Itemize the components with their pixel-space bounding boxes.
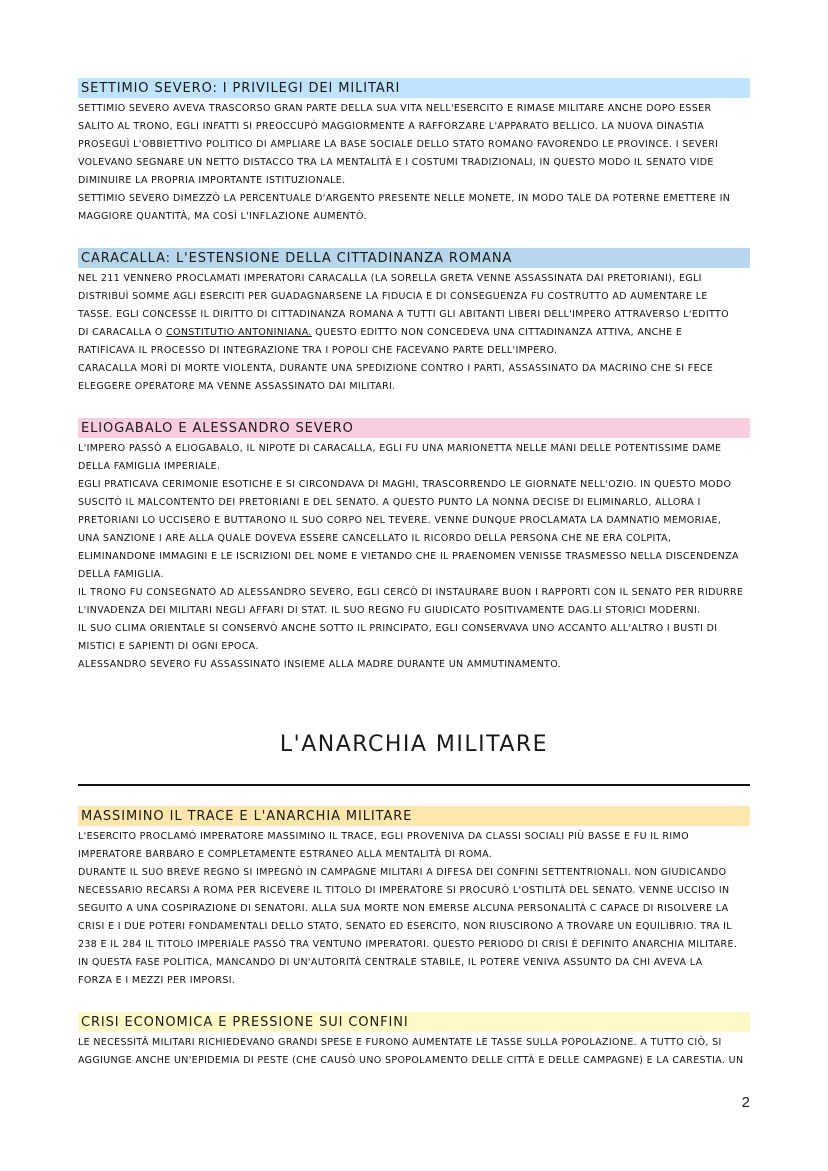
document-page-lower [78, 806, 750, 1092]
document-page [78, 78, 750, 696]
text-line: DISTRIBUÌ SOMME AGLI ESERCITI PER GUADAGNARSENE LA FIDUCIA E DI CONSEGUENZA FU COSTRUTTO AD AUMENTARE LE [78, 291, 708, 302]
text-line: SALITO AL TRONO, EGLI INFATTI SI PREOCCUPÒ MAGGIORMENTE A RAFFORZARE L'APPARATO BELLICO. LA NUOVA DINASTIA [78, 121, 705, 132]
section-crisi-economica [78, 1012, 750, 1070]
section-body [78, 1034, 750, 1070]
text-line: RATIFICAVA IL PROCESSO DI INTEGRAZIONE TRA I POPOLI CHE FACEVANO PARTE DELL'IMPERO. [78, 345, 558, 356]
section-caracalla [78, 248, 750, 396]
text-line: PRETORIANI LO UCCISERO E BUTTARONO IL SUO CORPO NEL TEVERE. VENNE DUNQUE PROCLAMATA LA DAMNATIO MEMORIAE, [78, 515, 722, 526]
section-eliogabalo [78, 418, 750, 674]
page-number: 2 [741, 1094, 750, 1111]
text-line: FORZA E I MEZZI PER IMPORSI. [78, 975, 236, 986]
section-heading: SETTIMIO SEVERO: I PRIVILEGI DEI MILITARI [78, 78, 750, 98]
text-line: DELLA FAMIGLIA IMPERIALE. [78, 461, 221, 472]
text-line: AGGIUNGE ANCHE UN'EPIDEMIA DI PESTE (CHE CAUSÒ UNO SPOPOLAMENTO DELLE CITTÀ E DELLE CAMPAGNE) E LA CARESTIA. UN [78, 1055, 744, 1066]
text-line: TASSE. EGLI CONCESSE IL DIRITTO DI CITTADINANZA ROMANA A TUTTI GLI ABITANTI LIBERI DELL'IMPERO ATTRAVERSO L'EDITTO [78, 309, 729, 320]
text-line: VOLEVANO SEGNARE UN NETTO DISTACCO TRA LA MENTALITÀ E I COSTUMI TRADIZIONALI, IN QUESTO MODO IL SENATO VIDE [78, 157, 714, 168]
text-line: SUSCITÒ IL MALCONTENTO DEI PRETORIANI E DEL SENATO. A QUESTO PUNTO LA NONNA DECISE DI ELIMINARLO, ALLORA I [78, 497, 701, 508]
constitutio-antoniniana-link[interactable]: CONSTITUTIO ANTONINIANA. [166, 327, 312, 338]
text-line: SETTIMIO SEVERO AVEVA TRASCORSO GRAN PARTE DELLA SUA VITA NELL'ESERCITO E RIMASE MILITARE ANCHE DOPO ESSER [78, 103, 712, 114]
text-line: DURANTE IL SUO BREVE REGNO SI IMPEGNÒ IN CAMPAGNE MILITARI A DIFESA DEI CONFINI SETTENTRIONALI. NON GIUDICANDO [78, 867, 727, 878]
text-line: MISTICI E SAPIENTI DI OGNI EPOCA. [78, 641, 259, 652]
text-line: ELEGGERE OPERATORE MA VENNE ASSASSINATO DAI MILITARI. [78, 381, 396, 392]
text-fragment: DI CARACALLA O [78, 327, 167, 338]
text-fragment: QUESTO EDITTO NON CONCEDEVA UNA CITTADINANZA ATTIVA, ANCHE E [311, 327, 683, 338]
title-divider [78, 784, 750, 786]
text-line: IN QUESTA FASE POLITICA, MANCANDO DI UN'AUTORITÀ CENTRALE STABILE, IL POTERE VENIVA ASSUNTO DA CHI AVEVA LA [78, 957, 703, 968]
text-line [78, 324, 750, 342]
text-line: UNA SANZIONE I ARE ALLA QUALE DOVEVA ESSERE CANCELLATO IL RICORDO DELLA PERSONA CHE NE ERA COLPITA, [78, 533, 672, 544]
section-heading: CRISI ECONOMICA E PRESSIONE SUI CONFINI [78, 1012, 750, 1032]
section-body [78, 828, 750, 990]
text-line: NECESSARIO RECARSI A ROMA PER RICEVERE IL TITOLO DI IMPERATORE SI PROCURÒ L'OSTILITÀ DEL SENATO. VENNE UCCISO IN [78, 885, 730, 896]
section-body [78, 100, 750, 226]
section-heading: CARACALLA: L'ESTENSIONE DELLA CITTADINANZA ROMANA [78, 248, 750, 268]
section-settimio-severo [78, 78, 750, 226]
text-line: 238 E IL 284 IL TITOLO IMPERIALE PASSÒ TRA VENTUNO IMPERATORI. QUESTO PERIODO DI CRISI È DEFINITO ANARCHIA MILITARE. [78, 939, 738, 950]
text-line: DELLA FAMIGLIA. [78, 569, 164, 580]
text-line: IMPERATORE BARBARO E COMPLETAMENTE ESTRANEO ALLA MENTALITÀ DI ROMA. [78, 849, 493, 860]
section-massimino [78, 806, 750, 990]
text-line: SEGUITO A UNA COSPIRAZIONE DI SENATORI. ALLA SUA MORTE NON EMERSE ALCUNA PERSONALITÀ C CAPACE DI RISOLVERE LA [78, 903, 729, 914]
text-line: L'INVADENZA DEI MILITARI NEGLI AFFARI DI STAT. IL SUO REGNO FU GIUDICATO POSITIVAMENTE DAG.LI STORICI MODERNI. [78, 605, 701, 616]
text-line: L'ESERCITO PROCLAMÒ IMPERATORE MASSIMINO IL TRACE, EGLI PROVENIVA DA CLASSI SOCIALI PIÙ BASSE E FU IL RIMO [78, 831, 689, 842]
text-line: MAGGIORE QUANTITÀ, MA COSÌ L'INFLAZIONE AUMENTÒ. [78, 211, 367, 222]
text-line: L'IMPERO PASSÒ A ELIOGABALO, IL NIPOTE DI CARACALLA, EGLI FU UNA MARIONETTA NELLE MANI DELLE POTENTISSIME DAME [78, 443, 722, 454]
text-line: SETTIMIO SEVERO DIMEZZÒ LA PERCENTUALE D'ARGENTO PRESENTE NELLE MONETE, IN MODO TALE DA POTERNE EMETTERE IN [78, 193, 731, 204]
text-line: ELIMINANDONE IMMAGINI E LE ISCRIZIONI DEL NOME E VIETANDO CHE IL PRAENOMEN VENISSE TRASMESSO NELLA DISCENDENZA [78, 551, 739, 562]
text-line: EGLI PRATICAVA CERIMONIE ESOTICHE E SI CIRCONDAVA DI MAGHI, TRASCORRENDO LE GIORNATE NELL'OZIO. IN QUESTO MODO [78, 479, 732, 490]
section-heading: ELIOGABALO E ALESSANDRO SEVERO [78, 418, 750, 438]
text-line: ALESSANDRO SEVERO FU ASSASSINATO INSIEME ALLA MADRE DURANTE UN AMMUTINAMENTO. [78, 659, 562, 670]
text-line: CARACALLA MORÌ DI MORTE VIOLENTA, DURANTE UNA SPEDIZIONE CONTRO I PARTI, ASSASSINATO DA MACRINO CHE SI FECE [78, 363, 714, 374]
section-body [78, 440, 750, 674]
section-heading: MASSIMINO IL TRACE E L'ANARCHIA MILITARE [78, 806, 750, 826]
text-line: CRISI E I DUE POTERI FONDAMENTALI DELLO STATO, SENATO ED ESERCITO, NON RIUSCIRONO A TROVARE UN EQUILIBRIO. TRA IL [78, 921, 732, 932]
text-line: IL TRONO FU CONSEGNATO AD ALESSANDRO SEVERO, EGLI CERCÒ DI INSTAURARE BUON I RAPPORTI CON IL SENATO PER RIDURRE [78, 587, 744, 598]
text-line: IL SUO CLIMA ORIENTALE SI CONSERVÒ ANCHE SOTTO IL PRINCIPATO, EGLI CONSERVAVA UNO ACCANTO ALL'ALTRO I BUSTI DI [78, 623, 718, 634]
text-line: DIMINUIRE LA PROPRIA IMPORTANTE ISTITUZIONALE. [78, 175, 346, 186]
text-line: LE NECESSITÀ MILITARI RICHIEDEVANO GRANDI SPESE E FURONO AUMENTATE LE TASSE SULLA POPOLAZIONE. A TUTTO CIÒ, SI [78, 1037, 722, 1048]
text-line: NEL 211 VENNERO PROCLAMATI IMPERATORI CARACALLA (LA SORELLA GRETA VENNE ASSASSINATA DAI PRETORIANI), EGLI [78, 273, 702, 284]
section-body [78, 270, 750, 396]
chapter-title: L'ANARCHIA MILITARE [279, 732, 549, 757]
text-line: PROSEGUÌ L'OBBIETTIVO POLITICO DI AMPLIARE LA BASE SOCIALE DELLO STATO ROMANO FAVORENDO LE PROVINCE. I SEVERI [78, 139, 719, 150]
